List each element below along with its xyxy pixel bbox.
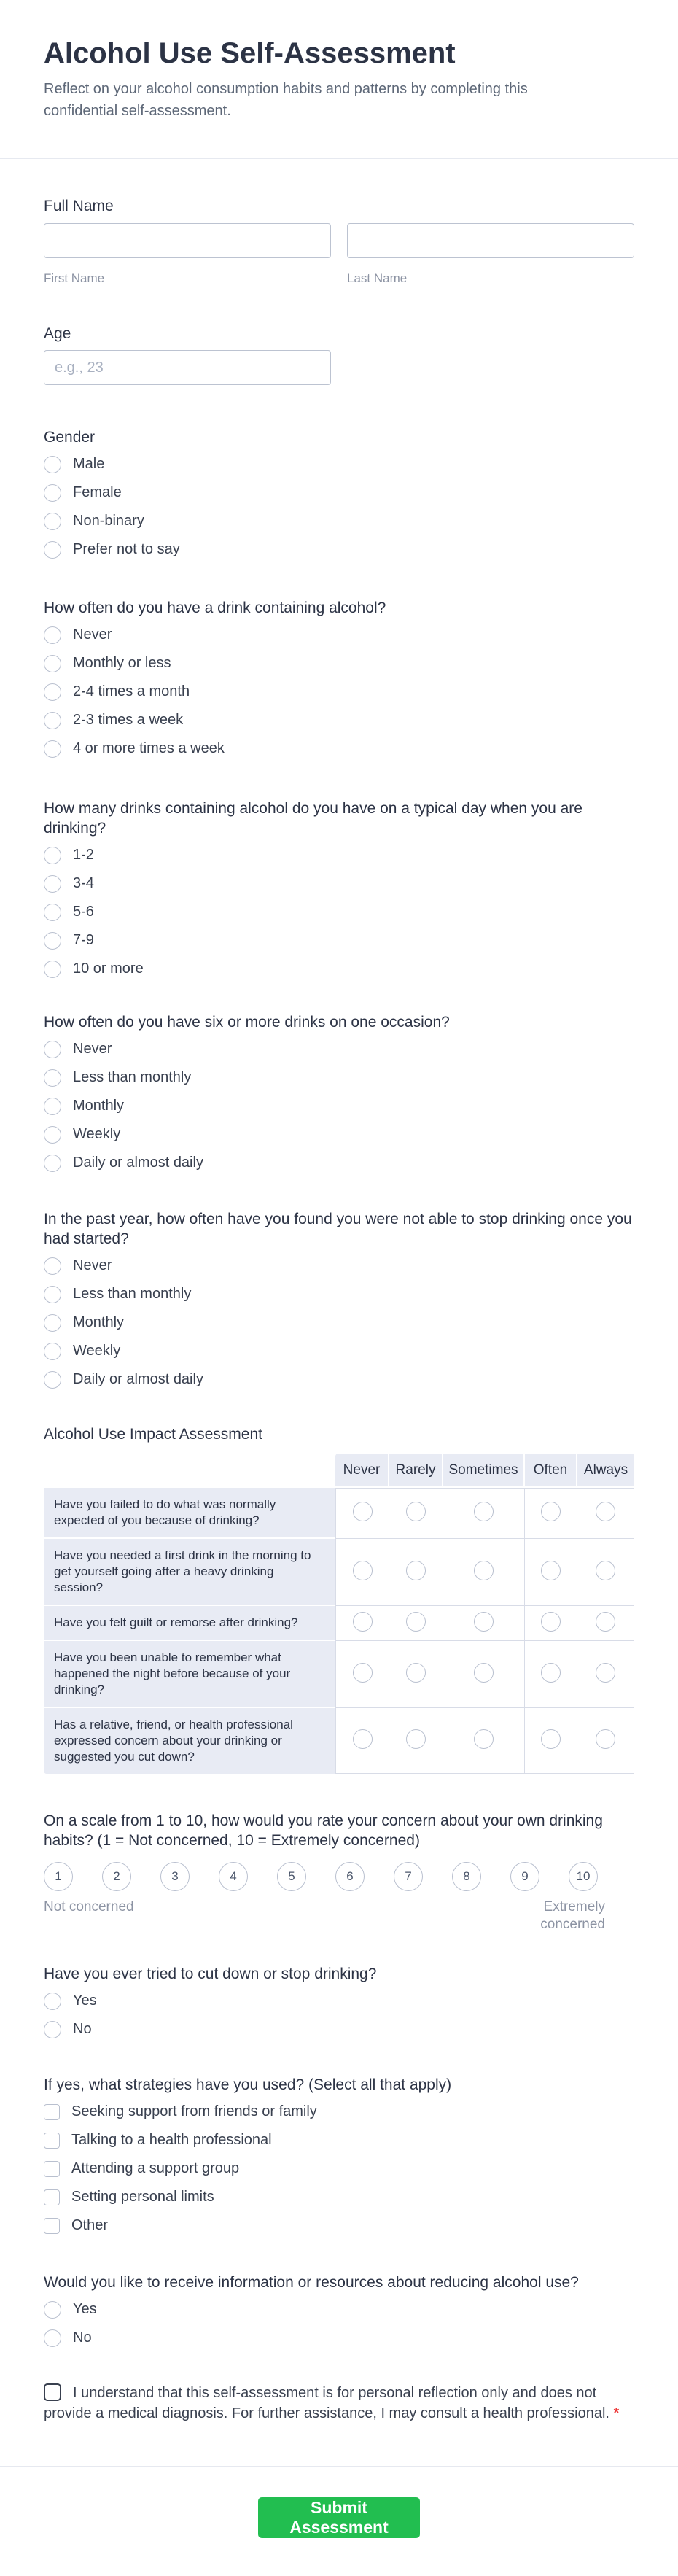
radio-button[interactable] (44, 875, 61, 893)
matrix-cell[interactable] (389, 1708, 443, 1774)
full-name-field (44, 196, 634, 286)
radio-option[interactable] (44, 2295, 634, 2324)
checkbox-box[interactable] (44, 2218, 60, 2234)
matrix-radio-button[interactable] (596, 1729, 615, 1749)
option-label: Setting personal limits (71, 2189, 214, 2205)
matrix-column-header: Rarely (389, 1454, 443, 1488)
question-gender (44, 427, 634, 564)
radio-option[interactable] (44, 1149, 634, 1177)
unable-to-stop-options (44, 1252, 634, 1394)
scale-option-6[interactable]: 6 (335, 1862, 365, 1891)
matrix-radio-button[interactable] (596, 1612, 615, 1632)
matrix-cell[interactable] (443, 1641, 525, 1708)
consent-checkbox[interactable] (44, 2383, 61, 2401)
radio-button[interactable] (44, 932, 61, 950)
question-strategies (44, 2075, 634, 2240)
radio-option[interactable] (44, 1035, 634, 1063)
matrix-row-label: Have you felt guilt or remorse after drinking? (44, 1606, 335, 1641)
radio-button[interactable] (44, 456, 61, 473)
checkbox-box[interactable] (44, 2161, 60, 2177)
matrix-cell[interactable] (443, 1539, 525, 1606)
matrix-row-label: Has a relative, friend, or health professional expressed concern about your drinking or suggested you cut down? (44, 1708, 335, 1774)
gender-options (44, 450, 634, 564)
resources-options (44, 2295, 634, 2352)
matrix-row (44, 1488, 634, 1539)
radio-option[interactable] (44, 2324, 634, 2352)
age-field (44, 324, 634, 385)
radio-button[interactable] (44, 1314, 61, 1332)
radio-option[interactable] (44, 535, 634, 564)
age-label: Age (44, 325, 71, 342)
drink-frequency-options (44, 621, 634, 763)
matrix-cell[interactable] (335, 1606, 389, 1641)
matrix-radio-button[interactable] (406, 1612, 426, 1632)
cut-down-options (44, 1987, 634, 2044)
first-name-group (44, 223, 331, 286)
question-cut-down (44, 1964, 634, 2044)
radio-option[interactable] (44, 507, 634, 535)
scale-option-10[interactable]: 10 (569, 1862, 598, 1891)
scale-option-4[interactable]: 4 (219, 1862, 248, 1891)
question-label: How many drinks containing alcohol do you have on a typical day when you are drinking? (44, 800, 582, 837)
radio-button[interactable] (44, 1257, 61, 1275)
matrix-column-header: Never (335, 1454, 389, 1488)
radio-button[interactable] (44, 1371, 61, 1389)
last-name-group (347, 223, 634, 286)
form-title: Alcohol Use Self-Assessment (44, 37, 456, 69)
question-label: How often do you have six or more drinks on one occasion? (44, 1014, 450, 1031)
option-label: Non-binary (73, 513, 144, 529)
option-label: 3-4 (73, 875, 94, 891)
radio-button[interactable] (44, 513, 61, 530)
matrix-row (44, 1708, 634, 1774)
matrix-cell[interactable] (577, 1708, 634, 1774)
radio-option[interactable] (44, 955, 634, 983)
matrix-cell[interactable] (577, 1488, 634, 1539)
matrix-column-header: Sometimes (443, 1454, 525, 1488)
radio-button[interactable] (44, 1126, 61, 1144)
submit-row (44, 2497, 634, 2538)
radio-option[interactable] (44, 734, 634, 763)
consent-text: I understand that this self-assessment is for personal reflection only and does not provide a medical diagnosis. For further assistance, I may consult a health professional. (44, 2385, 609, 2421)
matrix-cell[interactable] (389, 1606, 443, 1641)
checkbox-option[interactable] (44, 2183, 634, 2211)
option-label: 5-6 (73, 904, 94, 920)
matrix-radio-button[interactable] (406, 1729, 426, 1749)
radio-button[interactable] (44, 1286, 61, 1303)
matrix-cell[interactable] (389, 1539, 443, 1606)
matrix-radio-button[interactable] (353, 1612, 373, 1632)
option-label: Never (73, 626, 112, 643)
concern-scale-label: On a scale from 1 to 10, how would you rate your concern about your own drinking habits? (1 = Not concerned, 10 = Extremely concerned) (44, 1812, 603, 1849)
scale-option-5[interactable]: 5 (277, 1862, 306, 1891)
option-label: 2-3 times a week (73, 712, 184, 728)
question-unable-to-stop (44, 1209, 634, 1394)
radio-button[interactable] (44, 484, 61, 502)
radio-option[interactable] (44, 1252, 634, 1280)
scale-option-2[interactable]: 2 (102, 1862, 131, 1891)
option-label: Female (73, 484, 122, 500)
radio-option[interactable] (44, 1063, 634, 1092)
question-label: Have you ever tried to cut down or stop drinking? (44, 1966, 377, 1982)
last-name-sublabel: Last Name (347, 271, 408, 285)
radio-option[interactable] (44, 621, 634, 649)
radio-button[interactable] (44, 2301, 61, 2319)
radio-option[interactable] (44, 1120, 634, 1149)
option-label: Daily or almost daily (73, 1371, 203, 1387)
checkbox-box[interactable] (44, 2104, 60, 2120)
typical-day-options (44, 841, 634, 983)
option-label: Monthly (73, 1314, 125, 1330)
matrix-radio-button[interactable] (474, 1729, 494, 1749)
option-label: Male (73, 456, 105, 472)
question-six-or-more (44, 1012, 634, 1177)
question-label: How often do you have a drink containing alcohol? (44, 600, 386, 616)
option-label: Weekly (73, 1126, 121, 1142)
matrix-cell[interactable] (525, 1708, 577, 1774)
checkbox-box[interactable] (44, 2133, 60, 2149)
radio-button[interactable] (44, 541, 61, 559)
radio-button[interactable] (44, 2329, 61, 2347)
last-name-input[interactable] (347, 223, 634, 258)
matrix-cell[interactable] (525, 1539, 577, 1606)
radio-button[interactable] (44, 1041, 61, 1058)
checkbox-box[interactable] (44, 2189, 60, 2205)
radio-option[interactable] (44, 898, 634, 926)
radio-option[interactable] (44, 1337, 634, 1365)
radio-button[interactable] (44, 1993, 61, 2010)
matrix-column-header: Often (525, 1454, 577, 1488)
radio-option[interactable] (44, 678, 634, 706)
matrix-corner-cell (44, 1454, 335, 1488)
matrix-row-label: Have you failed to do what was normally expected of you because of drinking? (44, 1488, 335, 1539)
consent-field (44, 2383, 634, 2424)
matrix-column-header: Always (577, 1454, 634, 1488)
option-label: Yes (73, 2301, 97, 2317)
radio-option[interactable] (44, 1280, 634, 1308)
option-label: Monthly or less (73, 655, 171, 671)
matrix-row (44, 1606, 634, 1641)
matrix-cell[interactable] (577, 1641, 634, 1708)
submit-button[interactable]: Submit Assessment (258, 2497, 420, 2538)
radio-button[interactable] (44, 2021, 61, 2038)
radio-option[interactable] (44, 478, 634, 507)
option-label: Prefer not to say (73, 541, 180, 557)
scale-min-label: Not concerned (44, 1899, 134, 1914)
radio-button[interactable] (44, 740, 61, 758)
matrix-radio-button[interactable] (474, 1663, 494, 1683)
matrix-radio-button[interactable] (596, 1663, 615, 1683)
option-label: 4 or more times a week (73, 740, 225, 756)
matrix-cell[interactable] (335, 1641, 389, 1708)
radio-option[interactable] (44, 1365, 634, 1394)
option-label: Other (71, 2217, 109, 2233)
matrix-cell[interactable] (577, 1606, 634, 1641)
matrix-cell[interactable] (525, 1488, 577, 1539)
option-label: 10 or more (73, 961, 144, 977)
radio-button[interactable] (44, 626, 61, 644)
matrix-radio-button[interactable] (406, 1502, 426, 1521)
matrix-radio-button[interactable] (596, 1561, 615, 1580)
scale-option-3[interactable]: 3 (160, 1862, 190, 1891)
question-drink-frequency (44, 598, 634, 763)
matrix-cell[interactable] (443, 1606, 525, 1641)
scale-option-7[interactable]: 7 (394, 1862, 423, 1891)
radio-button[interactable] (44, 961, 61, 978)
option-label: Talking to a health professional (71, 2132, 272, 2148)
matrix-radio-button[interactable] (541, 1612, 561, 1632)
matrix-cell[interactable] (335, 1708, 389, 1774)
impact-matrix-table (44, 1454, 634, 1774)
radio-option[interactable] (44, 2015, 634, 2044)
question-typical-day-drinks (44, 799, 634, 983)
option-label: Never (73, 1257, 112, 1273)
form-description: Reflect on your alcohol consumption habits and patterns by completing this confidential self-assessment. (44, 81, 528, 119)
option-label: Weekly (73, 1343, 121, 1359)
first-name-sublabel: First Name (44, 271, 105, 285)
radio-option[interactable] (44, 706, 634, 734)
matrix-radio-button[interactable] (406, 1561, 426, 1580)
gender-label: Gender (44, 429, 96, 446)
matrix-radio-button[interactable] (541, 1663, 561, 1683)
full-name-label: Full Name (44, 198, 114, 214)
impact-assessment-label: Alcohol Use Impact Assessment (44, 1426, 262, 1443)
matrix-radio-button[interactable] (541, 1561, 561, 1580)
radio-option[interactable] (44, 450, 634, 478)
matrix-radio-button[interactable] (406, 1663, 426, 1683)
matrix-radio-button[interactable] (474, 1561, 494, 1580)
option-label: Daily or almost daily (73, 1155, 203, 1171)
radio-button[interactable] (44, 655, 61, 672)
option-label: Less than monthly (73, 1069, 192, 1085)
checkbox-option[interactable] (44, 2211, 634, 2240)
matrix-cell[interactable] (335, 1488, 389, 1539)
radio-option[interactable] (44, 926, 634, 955)
matrix-radio-button[interactable] (353, 1561, 373, 1580)
option-label: No (73, 2329, 92, 2346)
radio-option[interactable] (44, 1308, 634, 1337)
radio-button[interactable] (44, 904, 61, 921)
radio-option[interactable] (44, 869, 634, 898)
matrix-cell[interactable] (525, 1641, 577, 1708)
question-label: If yes, what strategies have you used? (Select all that apply) (44, 2076, 452, 2093)
radio-option[interactable] (44, 841, 634, 869)
scale-option-8[interactable]: 8 (452, 1862, 481, 1891)
scale-end-labels (44, 1898, 605, 1933)
required-asterisk: * (613, 2405, 620, 2421)
matrix-radio-button[interactable] (353, 1502, 373, 1521)
matrix-cell[interactable] (525, 1606, 577, 1641)
matrix-cell[interactable] (335, 1539, 389, 1606)
form-header (44, 38, 634, 122)
matrix-radio-button[interactable] (596, 1502, 615, 1521)
option-label: Attending a support group (71, 2160, 240, 2176)
radio-button[interactable] (44, 683, 61, 701)
six-or-more-options (44, 1035, 634, 1177)
option-label: 7-9 (73, 932, 94, 948)
option-label: 2-4 times a month (73, 683, 190, 699)
matrix-header-row (44, 1454, 634, 1488)
scale-option-1[interactable]: 1 (44, 1862, 73, 1891)
checkbox-option[interactable] (44, 2154, 634, 2183)
strategies-options (44, 2098, 634, 2240)
scale-option-9[interactable]: 9 (510, 1862, 539, 1891)
question-label: In the past year, how often have you found you were not able to stop drinking once you had started? (44, 1211, 632, 1247)
concern-scale-section (44, 1811, 634, 1933)
checkbox-option[interactable] (44, 2126, 634, 2154)
matrix-radio-button[interactable] (474, 1502, 494, 1521)
footer-divider (0, 2466, 678, 2467)
option-label: No (73, 2021, 92, 2037)
radio-button[interactable] (44, 1155, 61, 1172)
matrix-radio-button[interactable] (541, 1729, 561, 1749)
matrix-radio-button[interactable] (353, 1729, 373, 1749)
matrix-row (44, 1539, 634, 1606)
checkbox-option[interactable] (44, 2098, 634, 2126)
radio-option[interactable] (44, 649, 634, 678)
radio-button[interactable] (44, 847, 61, 864)
radio-button[interactable] (44, 712, 61, 729)
matrix-radio-button[interactable] (353, 1663, 373, 1683)
matrix-cell[interactable] (443, 1708, 525, 1774)
impact-assessment-section (44, 1424, 634, 1774)
radio-option[interactable] (44, 1092, 634, 1120)
radio-button[interactable] (44, 1343, 61, 1360)
matrix-radio-button[interactable] (541, 1502, 561, 1521)
matrix-row-label: Have you been unable to remember what happened the night before because of your drinking? (44, 1641, 335, 1708)
matrix-cell[interactable] (389, 1488, 443, 1539)
option-label: Never (73, 1041, 112, 1057)
radio-button[interactable] (44, 1069, 61, 1087)
option-label: Seeking support from friends or family (71, 2103, 317, 2119)
first-name-input[interactable] (44, 223, 331, 258)
question-resources (44, 2273, 634, 2352)
matrix-row-label: Have you needed a first drink in the morning to get yourself going after a heavy drinking session? (44, 1539, 335, 1606)
radio-option[interactable] (44, 1987, 634, 2015)
scale-max-label: Extremely concerned (540, 1899, 605, 1932)
name-inputs-row (44, 223, 634, 286)
matrix-cell[interactable] (577, 1539, 634, 1606)
question-label: Would you like to receive information or resources about reducing alcohol use? (44, 2274, 579, 2291)
option-label: 1-2 (73, 847, 94, 863)
option-label: Less than monthly (73, 1286, 192, 1302)
matrix-cell[interactable] (443, 1488, 525, 1539)
matrix-cell[interactable] (389, 1641, 443, 1708)
matrix-radio-button[interactable] (474, 1612, 494, 1632)
radio-button[interactable] (44, 1098, 61, 1115)
age-input[interactable] (44, 350, 331, 385)
option-label: Yes (73, 1993, 97, 2009)
header-divider (0, 158, 678, 159)
concern-scale (44, 1862, 598, 1891)
matrix-row (44, 1641, 634, 1708)
option-label: Monthly (73, 1098, 125, 1114)
